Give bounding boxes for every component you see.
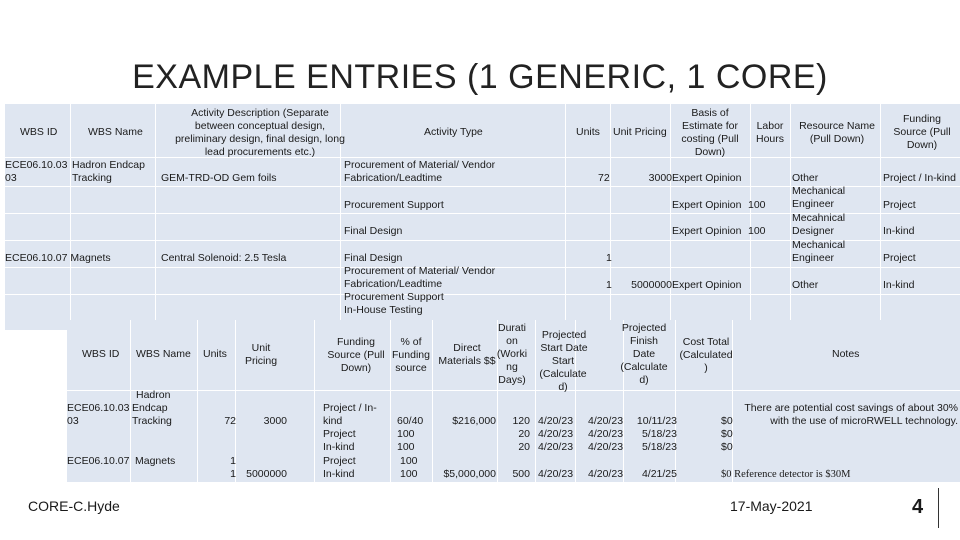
brow2-wbs-id: ECE06.10.07 — [67, 455, 130, 467]
header-activity-description: Activity Description (Separate between conceptual design, preliminary design, final design, long lead procurements etc.) — [175, 107, 345, 158]
brow2-pct: 100 100 — [400, 455, 418, 480]
row2-unit-pricing: 5000000 — [631, 279, 672, 291]
bheader-start-date: Projected Start Date — [540, 329, 588, 354]
row1-activity-type-2: Procurement Support — [344, 199, 444, 211]
header-funding-source: Funding Source (Pull Down) — [893, 113, 951, 151]
row1-activity-type-1: Procurement of Material/ Vendor Fabrication/Leadtime — [344, 159, 496, 184]
brow2-wbs-name: Magnets — [135, 455, 176, 467]
header-units: Units — [576, 126, 600, 138]
row1-funding-3: In-kind — [883, 225, 915, 237]
row1-basis-2: Expert Opinion — [672, 199, 742, 211]
row1-labor-hours-3: 100 — [748, 225, 766, 237]
brow2-calc-start: 4/20/23 — [588, 468, 624, 480]
header-unit-pricing: Unit Pricing — [613, 126, 667, 138]
brow2-start: 4/20/23 — [538, 468, 574, 480]
brow1-direct: $216,000 — [452, 415, 496, 427]
page-number: 4 — [912, 496, 924, 518]
brow2-direct: $5,000,000 — [443, 468, 496, 480]
bheader-duration: Durati on (Worki ng Days) — [496, 322, 528, 386]
header-basis-of-estimate: Basis of Estimate for costing (Pull Down) — [681, 107, 739, 158]
header-wbs-name: WBS Name — [88, 126, 143, 138]
brow1-pct: 60/40 100 100 — [397, 415, 424, 453]
footer-author: CORE-C.Hyde — [28, 498, 120, 514]
bheader-notes: Notes — [832, 348, 860, 360]
brow2-funding: Project In-kind — [323, 455, 356, 480]
bheader-direct-materials: Direct Materials $$ — [438, 342, 496, 367]
row1-activity-type-3: Final Design — [344, 225, 403, 237]
row1-resource-3: Mecahnical Designer — [792, 212, 846, 237]
page-title: EXAMPLE ENTRIES (1 GENERIC, 1 CORE) — [132, 58, 828, 96]
bheader-cost-total: Cost Total (Calculated ) — [679, 336, 733, 374]
footer-date: 17-May-2021 — [730, 498, 813, 514]
bheader-unit-pricing: Unit Pricing — [244, 342, 278, 367]
brow2-finish: 4/21/25 — [641, 468, 677, 480]
bheader-wbs-id: WBS ID — [82, 348, 120, 360]
bheader-finish-date: Projected Finish Date (Calculate d) — [620, 322, 668, 386]
bheader-units: Units — [203, 348, 227, 360]
header-wbs-id: WBS ID — [20, 126, 58, 138]
brow1-cost: $0 $0 $0 — [721, 415, 733, 453]
brow1-wbs-name: Hadron Endcap Tracking — [132, 389, 172, 427]
bheader-calc-start: Start (Calculate d) — [539, 355, 587, 393]
header-activity-type: Activity Type — [424, 126, 483, 138]
brow2-duration: 500 — [512, 468, 530, 480]
row2-description: Central Solenoid: 2.5 Tesla — [161, 252, 287, 264]
row1-resource-2: Mechanical Engineer — [792, 185, 846, 210]
row1-description: GEM-TRD-OD Gem foils — [161, 172, 277, 184]
brow1-wbs-id: ECE06.10.03 03 — [67, 402, 130, 427]
brow2-unit-pricing: 5000000 — [246, 468, 287, 480]
brow1-finish: 10/11/23 5/18/23 5/18/23 — [636, 415, 677, 453]
row2-wbs-id-name: ECE06.10.07 Magnets — [5, 252, 111, 264]
header-labor-hours: Labor Hours — [755, 120, 784, 145]
row1-funding-2: Project — [883, 199, 916, 211]
brow1-unit-pricing: 3000 — [263, 415, 287, 427]
bheader-wbs-name: WBS Name — [136, 348, 191, 360]
row1-units: 72 — [598, 172, 610, 184]
row2-units-2: 1 — [606, 279, 612, 291]
brow1-notes: There are potential cost savings of about 30% with the use of microRWELL technology. — [744, 402, 958, 427]
row2-resource-1: Mechanical Engineer — [792, 239, 846, 264]
row1-labor-hours-2: 100 — [748, 199, 766, 211]
row1-funding-1: Project / In-kind — [883, 172, 956, 184]
brow1-funding: Project / In- kind Project In-kind — [323, 402, 377, 453]
row1-basis-3: Expert Opinion — [672, 225, 742, 237]
row2-funding-2: In-kind — [883, 279, 915, 291]
header-resource-name: Resource Name (Pull Down) — [799, 120, 875, 145]
row1-wbs-name: Hadron Endcap Tracking — [72, 159, 145, 184]
bheader-funding-source: Funding Source (Pull Down) — [327, 336, 385, 374]
brow1-duration: 120 20 20 — [512, 415, 530, 453]
row2-units-1: 1 — [606, 252, 612, 264]
row2-resource-2: Other — [792, 279, 819, 291]
row1-resource-1: Other — [792, 172, 819, 184]
footer-divider — [938, 488, 939, 528]
brow1-calc-start: 4/20/23 4/20/23 4/20/23 — [588, 415, 624, 453]
bheader-pct-funding: % of Funding source — [392, 336, 430, 374]
row1-unit-pricing: 3000 — [648, 172, 672, 184]
brow2-units: 1 1 — [230, 455, 236, 480]
row2-activity-types: Final Design Procurement of Material/ Vendor Fabrication/Leadtime Procurement Support In-House Testing — [344, 252, 496, 316]
brow1-start: 4/20/23 4/20/23 4/20/23 — [538, 415, 574, 453]
row2-basis: Expert Opinion — [672, 279, 742, 291]
brow1-units: 72 — [224, 415, 236, 427]
row1-basis-1: Expert Opinion — [672, 172, 742, 184]
row1-wbs-id: ECE06.10.03 03 — [5, 159, 68, 184]
brow2-cost-notes: $0 Reference detector is $30M — [721, 469, 851, 480]
row2-funding-1: Project — [883, 252, 916, 264]
